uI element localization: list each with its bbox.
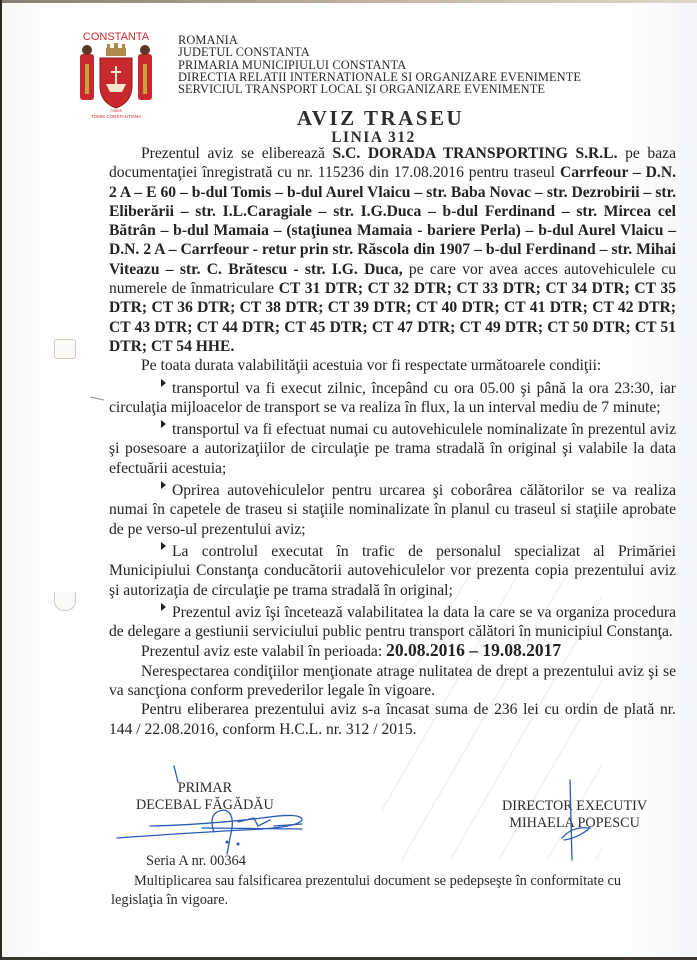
- document-subtitle-text: LINIA 312: [331, 129, 416, 146]
- signatory-role: DIRECTOR EXECUTIV: [502, 798, 648, 814]
- institution-line: JUDETUL CONSTANTA: [178, 45, 310, 60]
- institution-line: PRIMARIA MUNICIPIULUI CONSTANTA: [178, 57, 407, 72]
- institution-line: SERVICIUL TRANSPORT LOCAL ŞI ORGANIZARE EVENIMENTE: [178, 82, 546, 97]
- condition-item: [109, 379, 676, 418]
- coat-scroll-text: TOMIS CONSTANTIANA: [90, 114, 142, 119]
- signatory-role: PRIMAR: [177, 780, 233, 796]
- validity-period: 20.08.2016 – 19.08.2017: [386, 640, 562, 661]
- validity-label: Prezentul aviz este valabil în perioada:: [141, 643, 387, 661]
- bullet-icon: [161, 603, 166, 611]
- signature-stroke: [202, 828, 302, 829]
- intro-paragraph: [109, 144, 676, 356]
- condition-text: Prezentul aviz îşi încetează valabilitatea la data la care se va organiza procedura de delegare a gestiunii serviciului public pentru transport călători în municipiul Constanţa.: [109, 603, 676, 641]
- bullet-icon: [161, 379, 166, 387]
- route-description: Carrfeour – D.N. 2 A – E 60 – b-dul Tomis – b-dul Aurel Vlaicu – str. Baba Novac – str. Dezrobirii – str. Eliberării – str. I.L.Caragiale – str. I.G.Duca – b-dul Ferdinand – str. Mircea cel Bătrân – b-dul Mamaia – (staţiunea Mamaia - bariere Perla) – b-dul Aurel Vlaicu – D.N. 2 A – Carrfeour - retur prin str. Răscola din 1907 – b-dul Ferdinand – str. Mihai Viteazu – str. C. Brătescu - str. I.G. Duca,: [109, 164, 676, 278]
- signatory-name: MIHAELA POPESCU: [509, 815, 640, 831]
- paper-edge: [2, 0, 697, 3]
- document-title: [2, 106, 697, 131]
- bullet-icon: [161, 481, 166, 489]
- footer-text: Multiplicarea sau falsificarea prezentului document se pedepseşte în conformitate cu legislaţia în vigoare.: [111, 873, 622, 908]
- coat-banner-text: CONSTANTA: [82, 31, 150, 43]
- margin-mark: [90, 397, 104, 401]
- document-title-text: AVIZ TRASEU: [296, 106, 465, 130]
- director-signature-block: [502, 798, 647, 832]
- condition-text: La controlul executat în trafic de personalul specializat al Primăriei Municipiului Constanţa conducătorii autovehiculelor vor prezenta copia prezentului aviz şi autorizaţia de circulaţie pe trama stradală în original;: [109, 542, 676, 599]
- condition-item: [109, 481, 676, 539]
- institution-block: [178, 34, 581, 95]
- condition-text: transportul va fi execut zilnic, începând cu ora 05.00 şi până la ora 23:30, iar circulaţia mijloacelor de transport se va realiza în flux, la un interval mediu de 7 minute;: [109, 379, 676, 416]
- condition-text: Oprirea autovehiculelor pentru urcarea şi coborârea călătorilor se va realiza numai în capetele de traseu si staţiile nominalizate în planul cu traseul si staţiile aprobate de pe verso-ul prezentului aviz;: [109, 482, 676, 538]
- condition-text: transportul va fi efectuat numai cu autovehiculele nominalizate în prezentul aviz şi posesoare a autorizaţiilor de circulaţie pe trama stradală în original şi valabile la data efectuării acestuia;: [109, 421, 676, 477]
- validity-line: [109, 641, 676, 661]
- mayor-signature: [212, 810, 302, 854]
- document-body: [109, 144, 676, 739]
- footer-notice: [111, 872, 673, 910]
- institution-line: DIRECTIA RELATII INTERNATIONALE SI ORGANIZARE EVENIMENTE: [178, 69, 582, 84]
- payment-paragraph: Pentru eliberarea prezentului aviz s-a încasat suma de 236 lei cu ordin de plată nr. 144 / 22.08.2016, conform H.C.L. nr. 312 / 2015.: [109, 701, 676, 738]
- conditions-intro: Pe toata durata valabilităţii acestuia vor fi respectate următoarele condiţii:: [141, 357, 602, 375]
- signatory-name: DECEBAL FĂGĂDĂU: [136, 796, 274, 813]
- nullity-paragraph: Nerespectarea condiţiilor menţionate atrage nulitatea de drept a prezentului aviz şi se va sancţiona conform prevederilor legale în vigoare.: [109, 662, 676, 700]
- serial-number: Seria A nr. 00364: [146, 853, 246, 869]
- condition-item: [109, 420, 676, 478]
- institution-line: ROMANIA: [178, 33, 238, 47]
- license-plates: CT 31 DTR; CT 32 DTR; CT 33 DTR; CT 34 DTR; CT 35 DTR; CT 36 DTR; CT 38 DTR; CT 39 DTR; CT 40 DTR; CT 41 DTR; CT 42 DTR; CT 43 DTR; CT 44 DTR; CT 45 DTR; CT 47 DTR; CT 49 DTR; CT 50 DTR; CT 51 DTR; CT 54 HHE.: [109, 280, 676, 355]
- svg-text:TOMIS: TOMIS: [109, 108, 123, 113]
- intro-text: Prezentul aviz se eliberează: [141, 145, 333, 162]
- punch-hole-mark: [54, 592, 76, 611]
- intro-text: pe care vor avea acces autovehiculele cu numerele de înmatriculare: [109, 260, 676, 298]
- punch-hole-mark: [54, 339, 76, 359]
- mayor-signature: [117, 815, 302, 838]
- bullet-icon: [161, 542, 166, 550]
- intro-text: pe baza documentaţiei înregistrată cu nr. 115236 din 17.08.2016 pentru traseul: [109, 145, 676, 182]
- bullet-icon: [161, 420, 166, 428]
- company-name: S.C. DORADA TRANSPORTING S.R.L.: [332, 145, 618, 162]
- condition-item: [109, 542, 676, 600]
- mayor-signature-block: [136, 780, 274, 813]
- condition-item: [109, 603, 676, 642]
